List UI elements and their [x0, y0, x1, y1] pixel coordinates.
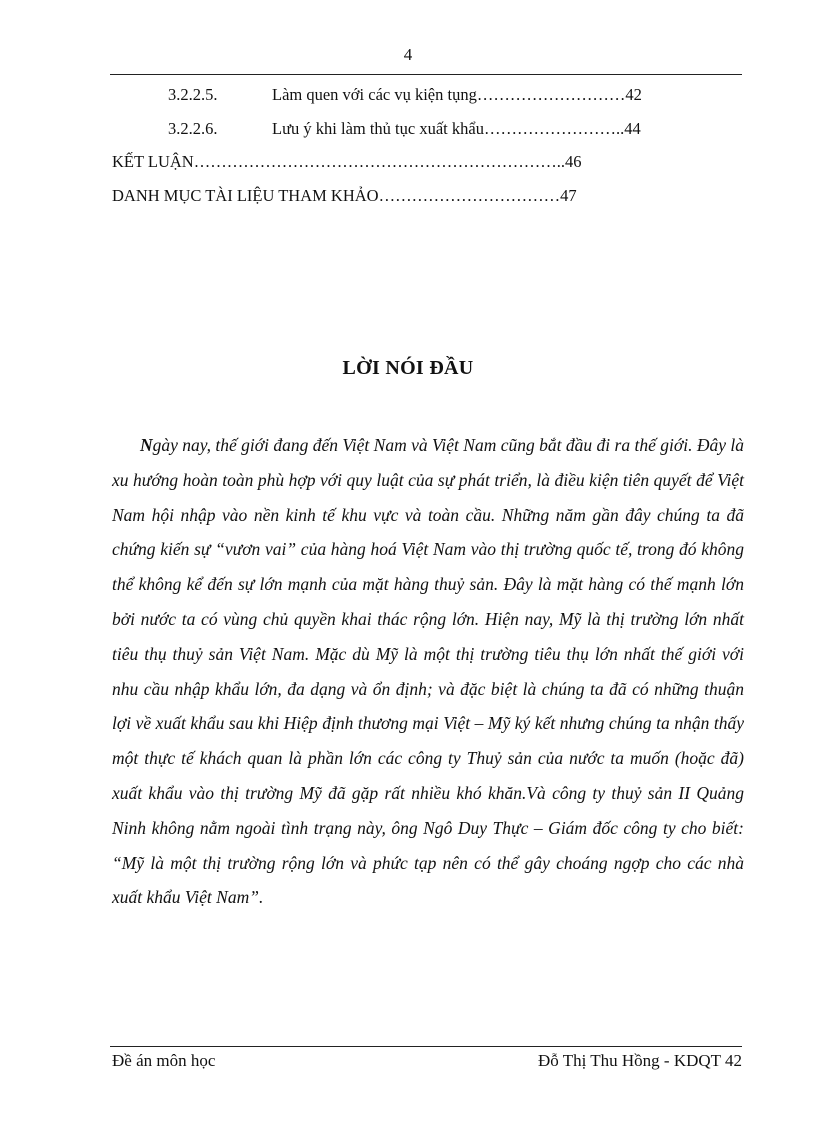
- toc-entry-number: 3.2.2.5.: [168, 85, 218, 104]
- footer-course: Đề án môn học: [112, 1051, 216, 1070]
- toc-entry: [168, 84, 642, 106]
- toc-entry: [112, 185, 577, 207]
- page-number: 4: [403, 45, 413, 64]
- header-rule: [110, 74, 742, 75]
- intro-paragraph: [112, 428, 744, 915]
- toc-entry: [112, 151, 581, 173]
- toc-entry-text: DANH MỤC TÀI LIỆU THAM KHẢO……………………………47: [112, 186, 577, 205]
- toc-entry-text: KẾT LUẬN…………………………………………………………..46: [112, 152, 582, 171]
- toc-entry-number: 3.2.2.6.: [168, 119, 218, 138]
- toc-entry: [168, 118, 641, 140]
- toc-entry-text: Làm quen với các vụ kiện tụng………………………42: [272, 85, 642, 104]
- intro-body: gày nay, thế giới đang đến Việt Nam và Việt Nam cũng bắt đầu đi ra thế giới. Đây là xu hướng hoàn toàn phù hợp với quy luật của sự phát triển, là điều kiện tiên quyết để Việt Nam hội nhập vào nền kinh tế khu vực và toàn cầu. Những năm gần đây chúng ta đã chứng kiến sự “vươn vai” của hàng hoá Việt Nam vào thị trường quốc tế, trong đó không thể không kể đến sự lớn mạnh của mặt hàng thuỷ sản. Đây là mặt hàng có thế mạnh lớn bởi nước ta có vùng chủ quyền khai thác rộng lớn. Hiện nay, Mỹ là thị trường lớn nhất tiêu thụ thuỷ sản Việt Nam. Mặc dù Mỹ là một thị trường tiêu thụ lớn nhất thế giới với nhu cầu nhập khẩu lớn, đa dạng và ổn định; và đặc biệt là chúng ta đã có những thuận lợi về xuất khẩu sau khi Hiệp định thương mại Việt – Mỹ ký kết nhưng chúng ta nhận thấy một thực tế khách quan là phần lớn các công ty Thuỷ sản của nước ta muốn (hoặc đã) xuất khẩu vào thị trường Mỹ đã gặp rất nhiều khó khăn.Và công ty thuỷ sản II Quảng Ninh không nằm ngoài tình trạng này, ông Ngô Duy Thực – Giám đốc công ty cho biết: “Mỹ là một thị trường rộng lớn và phức tạp nên có thể gây choáng ngợp cho các nhà xuất khẩu Việt Nam”.: [112, 435, 744, 908]
- section-title: LỜI NÓI ĐẦU: [342, 357, 474, 379]
- drop-cap: N: [140, 435, 153, 455]
- toc-entry-text: Lưu ý khi làm thủ tục xuất khẩu……………………..44: [272, 119, 641, 138]
- footer-author: Đỗ Thị Thu Hồng - KDQT 42: [538, 1051, 742, 1070]
- footer-rule: [110, 1046, 742, 1047]
